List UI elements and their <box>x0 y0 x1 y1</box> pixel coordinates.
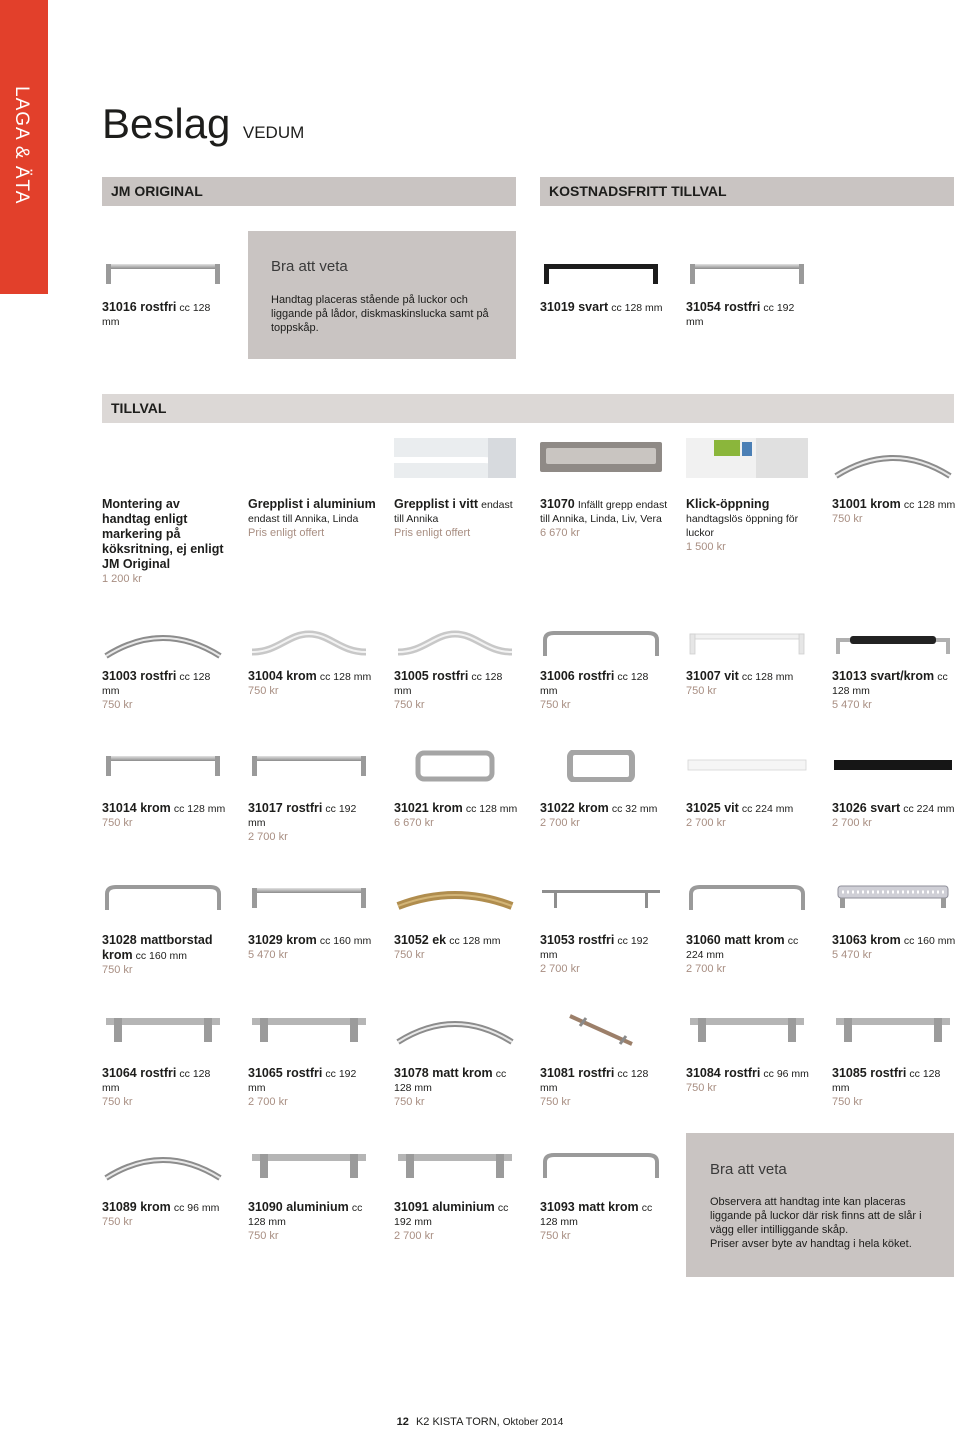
product-spec: cc 32 mm <box>611 803 658 815</box>
product-caption <box>540 497 668 540</box>
recessed-grip-icon <box>540 438 662 483</box>
product-caption <box>832 497 960 526</box>
product-caption <box>394 801 522 830</box>
product-caption <box>102 933 230 977</box>
product-spec: cc 128 mm <box>394 1068 507 1094</box>
crystal-handle-icon <box>832 882 954 919</box>
product-price: 750 kr <box>686 1082 717 1094</box>
product-price: 2 700 kr <box>394 1230 434 1242</box>
bar-handle-steel-icon <box>686 258 808 295</box>
push-open-icon <box>686 438 808 483</box>
product-spec: cc 96 mm <box>173 1202 220 1214</box>
product-name: 31065 rostfri <box>248 1066 323 1080</box>
product-spec: cc 128 mm <box>102 1068 211 1094</box>
product-price: 750 kr <box>394 949 425 961</box>
block-handle-icon <box>686 1014 808 1051</box>
product-price: 2 700 kr <box>686 963 726 975</box>
bar-handle-chrome-icon <box>102 750 224 787</box>
product-price: 750 kr <box>686 685 717 697</box>
product-spec: cc 160 mm <box>319 935 372 947</box>
product-caption <box>832 1066 960 1109</box>
product-spec: cc 128 mm <box>394 671 503 697</box>
bow-handle-icon <box>540 1150 662 1187</box>
product-spec: cc 128 mm <box>319 671 372 683</box>
product-caption <box>540 1066 668 1109</box>
product-name: 31054 rostfri <box>686 300 761 314</box>
product-price: 750 kr <box>832 513 863 525</box>
info-box-bottom-line: Priser avser byte av handtag i hela köket. <box>710 1238 912 1250</box>
product-spec: cc 224 mm <box>686 935 799 961</box>
product-name: 31016 rostfri <box>102 300 177 314</box>
product-price: Pris enligt offert <box>394 527 471 539</box>
product-name: 31001 krom <box>832 497 901 511</box>
info-box-top-title: Bra att veta <box>271 258 348 275</box>
product-name: 31017 rostfri <box>248 801 323 815</box>
product-caption <box>686 300 814 329</box>
product-price: 750 kr <box>248 1230 279 1242</box>
product-caption <box>686 1066 814 1095</box>
product-spec: cc 128 mm <box>248 1202 363 1228</box>
info-box-top <box>248 231 516 359</box>
product-price: 5 470 kr <box>832 699 872 711</box>
product-spec: cc 128 mm <box>611 302 663 314</box>
product-spec: Infällt grepp endast till Annika, Linda, Liv, Vera <box>540 499 668 525</box>
product-caption <box>248 1200 376 1243</box>
product-price: 2 700 kr <box>686 817 726 829</box>
product-spec: cc 192 mm <box>540 935 649 961</box>
side-tab <box>0 0 48 294</box>
bar-handle-white-icon <box>686 628 808 665</box>
product-spec: endast till Annika, Linda <box>248 513 359 525</box>
bar-handle-black-icon <box>540 258 662 295</box>
product-name: Grepplist i aluminium <box>248 497 376 511</box>
product-spec: endast till Annika <box>394 499 513 525</box>
product-caption <box>102 1066 230 1109</box>
product-name: 31064 rostfri <box>102 1066 177 1080</box>
product-name: 31026 svart <box>832 801 901 815</box>
product-price: 750 kr <box>102 964 133 976</box>
product-spec: cc 160 mm <box>903 935 956 947</box>
product-caption <box>102 801 230 830</box>
product-caption <box>394 497 522 540</box>
product-caption <box>686 801 814 830</box>
product-price: 750 kr <box>102 817 133 829</box>
product-price: 5 470 kr <box>248 949 288 961</box>
loop-handle-icon <box>394 750 516 787</box>
product-spec: cc 160 mm <box>135 950 187 962</box>
product-caption <box>102 497 230 586</box>
product-price: Pris enligt offert <box>248 527 325 539</box>
product-spec: cc 192 mm <box>248 1068 357 1094</box>
product-caption <box>540 801 668 830</box>
flat-strip-white-icon <box>686 750 808 787</box>
product-name: 31084 rostfri <box>686 1066 761 1080</box>
product-price: 750 kr <box>102 699 133 711</box>
product-name: 31025 vit <box>686 801 739 815</box>
arched-handle-icon <box>102 1150 224 1187</box>
product-price: 750 kr <box>102 1096 133 1108</box>
info-box-top-text: Handtag placeras stående på luckor och liggande på lådor, diskmaskinslucka samt på toppskåp. <box>271 294 489 334</box>
product-name: 31003 rostfri <box>102 669 177 683</box>
product-name: 31060 matt krom <box>686 933 785 947</box>
product-caption <box>540 933 668 976</box>
product-caption <box>686 933 814 976</box>
section-tillval: TILLVAL <box>102 394 954 423</box>
product-caption <box>248 497 376 540</box>
page-title <box>102 100 304 148</box>
arched-handle-icon <box>832 448 954 485</box>
footer-date: Oktober 2014 <box>502 1417 564 1428</box>
square-loop-handle-icon <box>540 750 662 787</box>
footer-text: K2 KISTA TORN, <box>415 1416 500 1428</box>
grip-profile-white-icon <box>394 438 516 483</box>
product-name: 31070 <box>540 497 575 511</box>
product-caption <box>540 300 668 315</box>
flat-strip-black-icon <box>832 750 954 787</box>
product-spec: cc 128 mm <box>102 302 211 328</box>
block-handle-icon <box>102 1014 224 1051</box>
page-number: 12 <box>396 1416 409 1428</box>
product-spec: cc 128 mm <box>540 671 649 697</box>
product-name: 31081 rostfri <box>540 1066 615 1080</box>
product-spec: cc 128 mm <box>540 1068 649 1094</box>
product-caption <box>394 669 522 712</box>
product-price: 5 470 kr <box>832 949 872 961</box>
product-name: 31090 aluminium <box>248 1200 349 1214</box>
page-title-main: Beslag <box>102 100 231 147</box>
product-price: 2 700 kr <box>540 963 580 975</box>
product-caption <box>540 669 668 712</box>
arched-handle-icon <box>394 1014 516 1051</box>
leather-handle-icon <box>832 628 954 665</box>
product-price: 2 700 kr <box>540 817 580 829</box>
product-caption <box>540 1200 668 1243</box>
product-spec: cc 224 mm <box>741 803 794 815</box>
side-tab-label: LAGA & ÄTA <box>11 86 32 205</box>
product-price: 1 200 kr <box>102 573 142 585</box>
product-price: 2 700 kr <box>832 817 872 829</box>
product-caption <box>248 1066 376 1109</box>
product-price: 750 kr <box>248 685 279 697</box>
product-spec: cc 128 mm <box>741 671 794 683</box>
block-handle-icon <box>248 1150 370 1187</box>
product-name: 31029 krom <box>248 933 317 947</box>
product-caption <box>248 933 376 962</box>
product-name: 31052 ek <box>394 933 447 947</box>
product-spec: cc 128 mm <box>102 671 211 697</box>
product-price: 750 kr <box>394 1096 425 1108</box>
product-spec: cc 128 mm <box>449 935 501 947</box>
product-price: 6 670 kr <box>394 817 434 829</box>
arched-handle-icon <box>102 628 224 665</box>
bar-handle-steel-icon <box>102 258 224 295</box>
product-name: 31093 matt krom <box>540 1200 639 1214</box>
product-name: Grepplist i vitt <box>394 497 479 511</box>
product-name: 31078 matt krom <box>394 1066 493 1080</box>
product-price: 1 500 kr <box>686 541 726 553</box>
section-jm-original: JM ORIGINAL <box>102 177 516 206</box>
product-name: 31006 rostfri <box>540 669 615 683</box>
product-price: 750 kr <box>102 1216 133 1228</box>
product-caption <box>248 801 376 844</box>
oak-handle-icon <box>394 882 516 919</box>
product-price: 2 700 kr <box>248 1096 288 1108</box>
product-name: 31014 krom <box>102 801 171 815</box>
product-price: 750 kr <box>394 699 425 711</box>
product-caption <box>248 669 376 698</box>
info-box-bottom-text <box>710 1195 940 1251</box>
product-name: 31022 krom <box>540 801 609 815</box>
wave-handle-icon <box>394 628 516 665</box>
product-price: 750 kr <box>540 1096 571 1108</box>
product-name: 31091 aluminium <box>394 1200 495 1214</box>
diagonal-rail-icon <box>540 1014 662 1051</box>
block-handle-icon <box>394 1150 516 1187</box>
product-spec: cc 192 mm <box>248 803 357 829</box>
page-title-brand: VEDUM <box>242 123 305 142</box>
product-caption <box>686 497 814 554</box>
product-name: 31053 rostfri <box>540 933 615 947</box>
product-name: 31021 krom <box>394 801 463 815</box>
product-name: 31063 krom <box>832 933 901 947</box>
product-spec: cc 128 mm <box>173 803 226 815</box>
bar-handle-chrome-icon <box>248 882 370 919</box>
product-name: 31013 svart/krom <box>832 669 935 683</box>
bow-handle-icon <box>540 628 662 665</box>
bow-handle-icon <box>686 882 808 919</box>
block-handle-icon <box>248 1014 370 1051</box>
wave-handle-icon <box>248 628 370 665</box>
product-name: 31089 krom <box>102 1200 171 1214</box>
info-box-bottom <box>686 1133 954 1277</box>
info-box-bottom-line: Observera att handtag inte kan placeras liggande på luckor där risk finns att de slår i vägg eller intilliggande skåp. <box>710 1196 922 1236</box>
product-caption <box>832 801 960 830</box>
product-spec: cc 192 mm <box>394 1202 509 1228</box>
product-spec: cc 128 mm <box>465 803 518 815</box>
product-caption <box>832 933 960 962</box>
product-spec: cc 128 mm <box>832 1068 941 1094</box>
section-kostnadsfritt: KOSTNADSFRITT TILLVAL <box>540 177 954 206</box>
info-box-bottom-title: Bra att veta <box>710 1161 787 1178</box>
product-name: 31085 rostfri <box>832 1066 907 1080</box>
product-price: 750 kr <box>540 699 571 711</box>
product-caption <box>394 933 522 962</box>
block-handle-icon <box>832 1014 954 1051</box>
product-price: 750 kr <box>832 1096 863 1108</box>
product-name: 31007 vit <box>686 669 739 683</box>
product-caption <box>686 669 814 698</box>
product-name: 31004 krom <box>248 669 317 683</box>
product-name: 31019 svart <box>540 300 609 314</box>
product-spec: cc 96 mm <box>763 1068 809 1080</box>
product-price: 750 kr <box>540 1230 571 1242</box>
product-spec: cc 128 mm <box>540 1202 653 1228</box>
bow-handle-icon <box>102 882 224 919</box>
product-spec: cc 192 mm <box>686 302 795 328</box>
product-name: Klick-öppning <box>686 497 770 511</box>
product-spec: cc 224 mm <box>903 803 955 815</box>
product-caption <box>832 669 960 712</box>
product-price: 2 700 kr <box>248 831 288 843</box>
product-caption <box>394 1200 522 1243</box>
product-price: 6 670 kr <box>540 527 580 539</box>
product-name: 31028 mattborstad krom <box>102 933 213 962</box>
bar-handle-steel-icon <box>248 750 370 787</box>
product-spec: handtagslös öppning för luckor <box>686 513 799 539</box>
product-caption <box>102 300 230 329</box>
product-caption <box>394 1066 522 1109</box>
product-caption <box>102 669 230 712</box>
product-spec: cc 128 mm <box>832 671 948 697</box>
product-name: Montering av handtag enligt markering på köksritning, ej enligt JM Original <box>102 497 224 571</box>
product-spec: cc 128 mm <box>903 499 956 511</box>
rail-handle-icon <box>540 882 662 919</box>
page-footer <box>0 1416 960 1428</box>
product-caption <box>102 1200 230 1229</box>
product-name: 31005 rostfri <box>394 669 469 683</box>
